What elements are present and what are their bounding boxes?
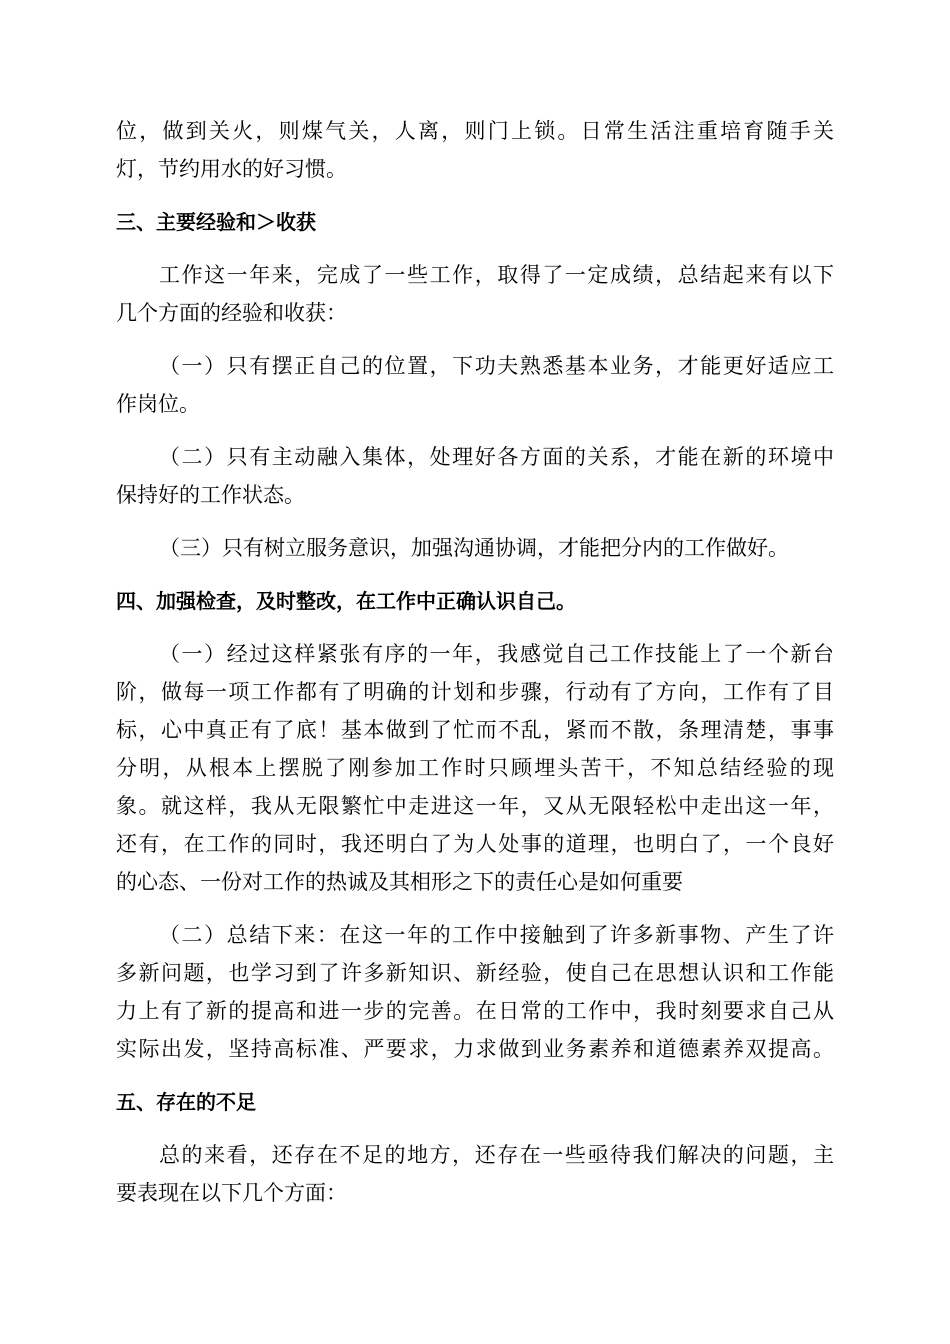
paragraph [116,529,834,567]
text-line: 力上有了新的提高和进一步的完善。在日常的工作中，我时刻要求自己从 [116,999,834,1023]
text-line: （一）经过这样紧张有序的一年，我感觉自己工作技能上了一个新台 [159,642,834,666]
text-line: （二）总结下来：在这一年的工作中接触到了许多新事物、产生了许 [159,923,834,947]
text-line: （三）只有树立服务意识，加强沟通协调，才能把分内的工作做好。 [159,536,789,560]
text-line: （一）只有摆正自己的位置，下功夫熟悉基本业务，才能更好适应工 [159,354,834,378]
text-line: 作岗位。 [116,392,200,416]
paragraph-continuation [116,112,834,188]
text-line: 几个方面的经验和收获： [116,301,347,325]
paragraph [116,438,834,514]
text-line: 要表现在以下几个方面： [116,1181,347,1205]
text-line: 多新问题，也学习到了许多新知识、新经验，使自己在思想认识和工作能 [116,961,834,985]
paragraph [116,916,834,1068]
text-line: 总的来看，还存在不足的地方，还存在一些亟待我们解决的问题，主 [159,1143,834,1167]
text-line: 灯，节约用水的好习惯。 [116,157,347,181]
section-heading-4: 四、加强检查，及时整改，在工作中正确认识自己。 [116,589,576,613]
section-heading-5: 五、存在的不足 [116,1090,256,1114]
paragraph [116,635,834,901]
text-line: 标，心中真正有了底！基本做到了忙而不乱，紧而不散，条理清楚，事事 [116,718,834,742]
text-line: 位，做到关火，则煤气关，人离，则门上锁。日常生活注重培育随手关 [116,119,834,143]
text-line: 保持好的工作状态。 [116,483,305,507]
paragraph [116,256,834,332]
text-line: 实际出发，坚持高标准、严要求，力求做到业务素养和道德素养双提高。 [116,1037,834,1061]
text-line: 阶，做每一项工作都有了明确的计划和步骤，行动有了方向，工作有了目 [116,680,834,704]
section-heading-3: 三、主要经验和＞收获 [116,210,316,234]
text-line: 工作这一年来，完成了一些工作，取得了一定成绩，总结起来有以下 [159,263,834,287]
paragraph [116,347,834,423]
text-line: 分明，从根本上摆脱了刚参加工作时只顾埋头苦干，不知总结经验的现 [116,756,834,780]
document-page [116,112,834,1212]
text-line: 的心态、一份对工作的热诚及其相形之下的责任心是如何重要 [116,870,683,894]
paragraph [116,1136,834,1212]
text-line: （二）只有主动融入集体，处理好各方面的关系，才能在新的环境中 [159,445,834,469]
text-line: 象。就这样，我从无限繁忙中走进这一年，又从无限轻松中走出这一年， [116,794,834,818]
text-line: 还有，在工作的同时，我还明白了为人处事的道理，也明白了，一个良好 [116,832,834,856]
